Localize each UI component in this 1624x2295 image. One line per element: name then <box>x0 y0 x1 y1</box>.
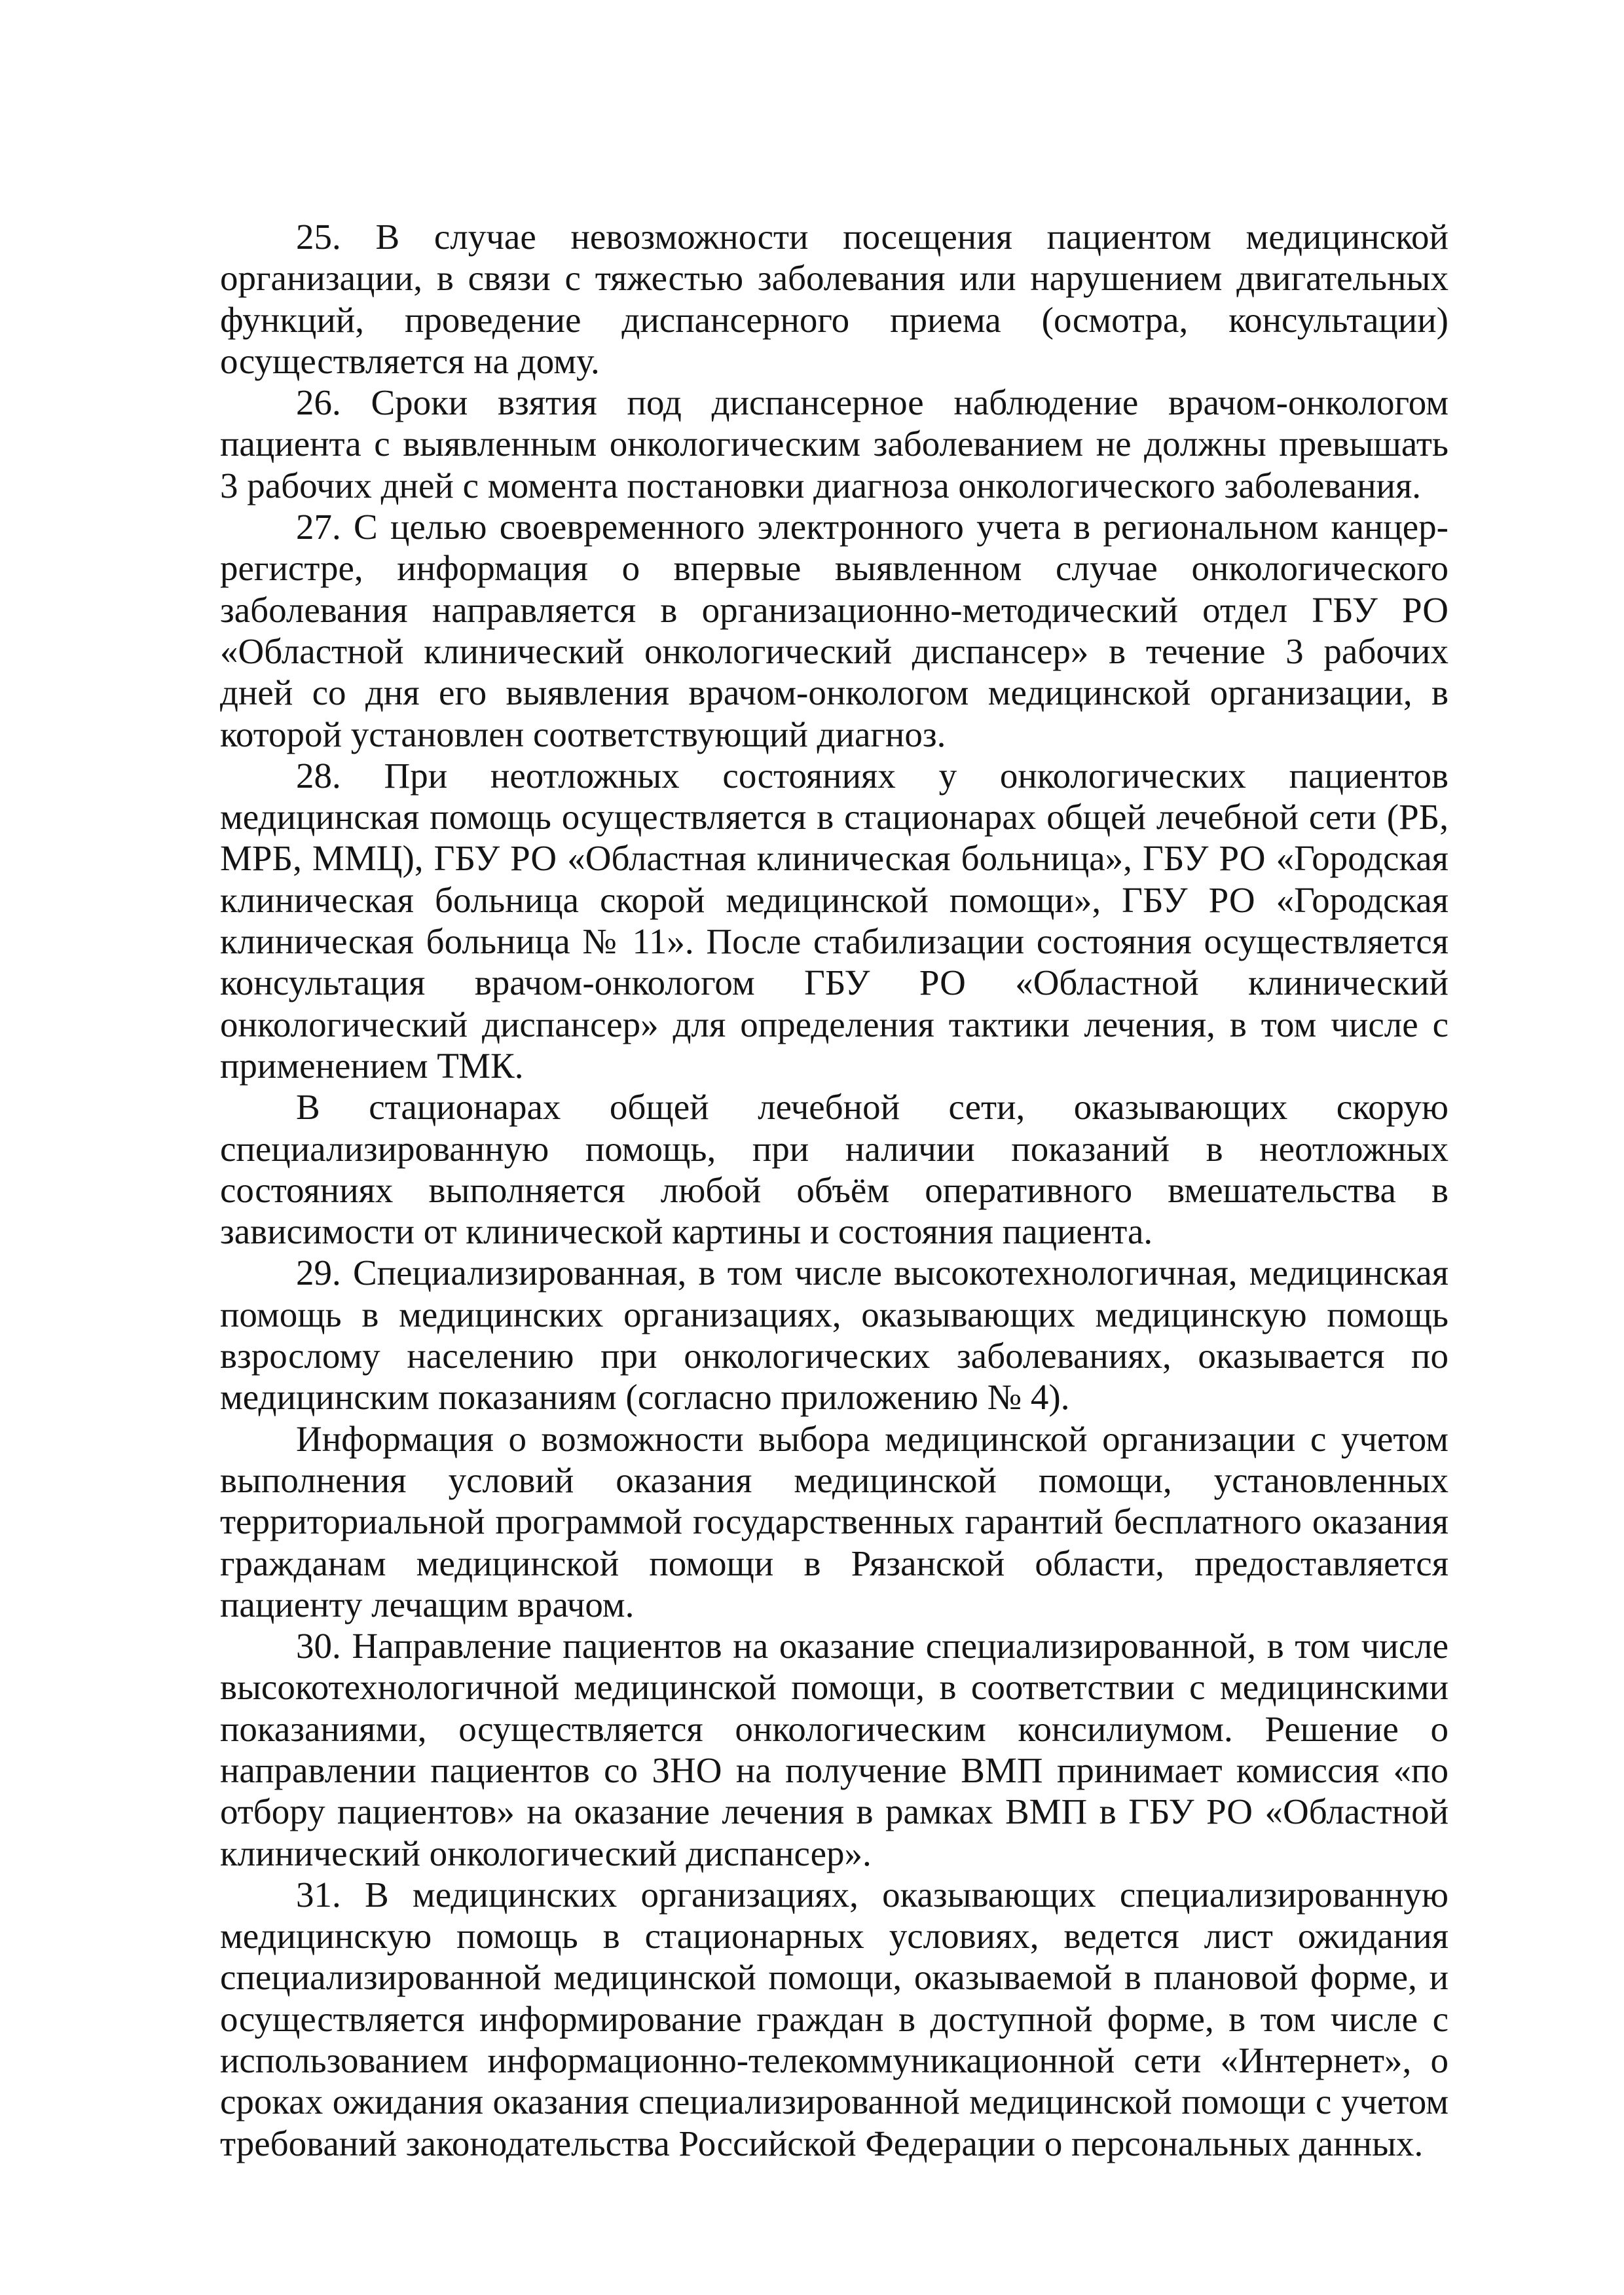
paragraph-25: 25. В случае невозможности посещения пациентом медицинской организации, в связи с тяжестью заболевания или нарушением двигательных функций, проведение диспансерного приема (осмотра, консультации) осуществляется на дому. <box>220 217 1449 381</box>
paragraph-27: 27. С целью своевременного электронного учета в региональном канцер-регистре, информация о впервые выявленном случае онкологического заболевания направляется в организационно-методический отдел ГБУ РО «Областной клинический онкологический диспансер» в течение 3 рабочих дней со дня его выявления врачом-онкологом медицинской организации, в которой установлен соответствующий диагноз. <box>220 507 1449 754</box>
paragraph-29-continued: Информация о возможности выбора медицинской организации с учетом выполнения условий оказания медицинской помощи, установленных территориальной программой государственных гарантий бесплатного оказания гражданам медицинской помощи в Рязанской области, предоставляется пациенту лечащим врачом. <box>220 1418 1449 1625</box>
paragraph-28: 28. При неотложных состояниях у онкологических пациентов медицинская помощь осуществляется в стационарах общей лечебной сети (РБ, МРБ, ММЦ), ГБУ РО «Областная клиническая больница», ГБУ РО «Городская клиническая больница скорой медицинской помощи», ГБУ РО «Городская клиническая больница № 11». После стабилизации состояния осуществляется консультация врачом-онкологом ГБУ РО «Областной клинический онкологический диспансер» для определения тактики лечения, в том числе с применением ТМК. <box>220 755 1449 1086</box>
document-body <box>220 216 1449 2164</box>
paragraph-29: 29. Специализированная, в том числе высокотехнологичная, медицинская помощь в медицинских организациях, оказывающих медицинскую помощь взрослому населению при онкологических заболеваниях, оказывается по медицинским показаниям (согласно приложению № 4). <box>220 1253 1449 1418</box>
paragraph-30: 30. Направление пациентов на оказание специализированной, в том числе высокотехнологичной медицинской помощи, в соответствии с медицинскими показаниями, осуществляется онкологическим консилиумом. Решение о направлении пациентов со ЗНО на получение ВМП принимает комиссия «по отбору пациентов» на оказание лечения в рамках ВМП в ГБУ РО «Областной клинический онкологический диспансер». <box>220 1626 1449 1873</box>
paragraph-28-continued: В стационарах общей лечебной сети, оказывающих скорую специализированную помощь, при наличии показаний в неотложных состояниях выполняется любой объём оперативного вмешательства в зависимости от клинической картины и состояния пациента. <box>220 1087 1449 1252</box>
paragraph-26: 26. Сроки взятия под диспансерное наблюдение врачом-онкологом пациента с выявленным онкологическим заболеванием не должны превышать 3 рабочих дней с момента постановки диагноза онкологического заболевания. <box>220 382 1449 505</box>
paragraph-31: 31. В медицинских организациях, оказывающих специализированную медицинскую помощь в стационарных условиях, ведется лист ожидания специализированной медицинской помощи, оказываемой в плановой форме, и осуществляется информирование граждан в доступной форме, в том числе с использованием информационно-телекоммуникационной сети «Интернет», о сроках ожидания оказания специализированной медицинской помощи с учетом требований законодательства Российской Федерации о персональных данных. <box>220 1874 1449 2163</box>
